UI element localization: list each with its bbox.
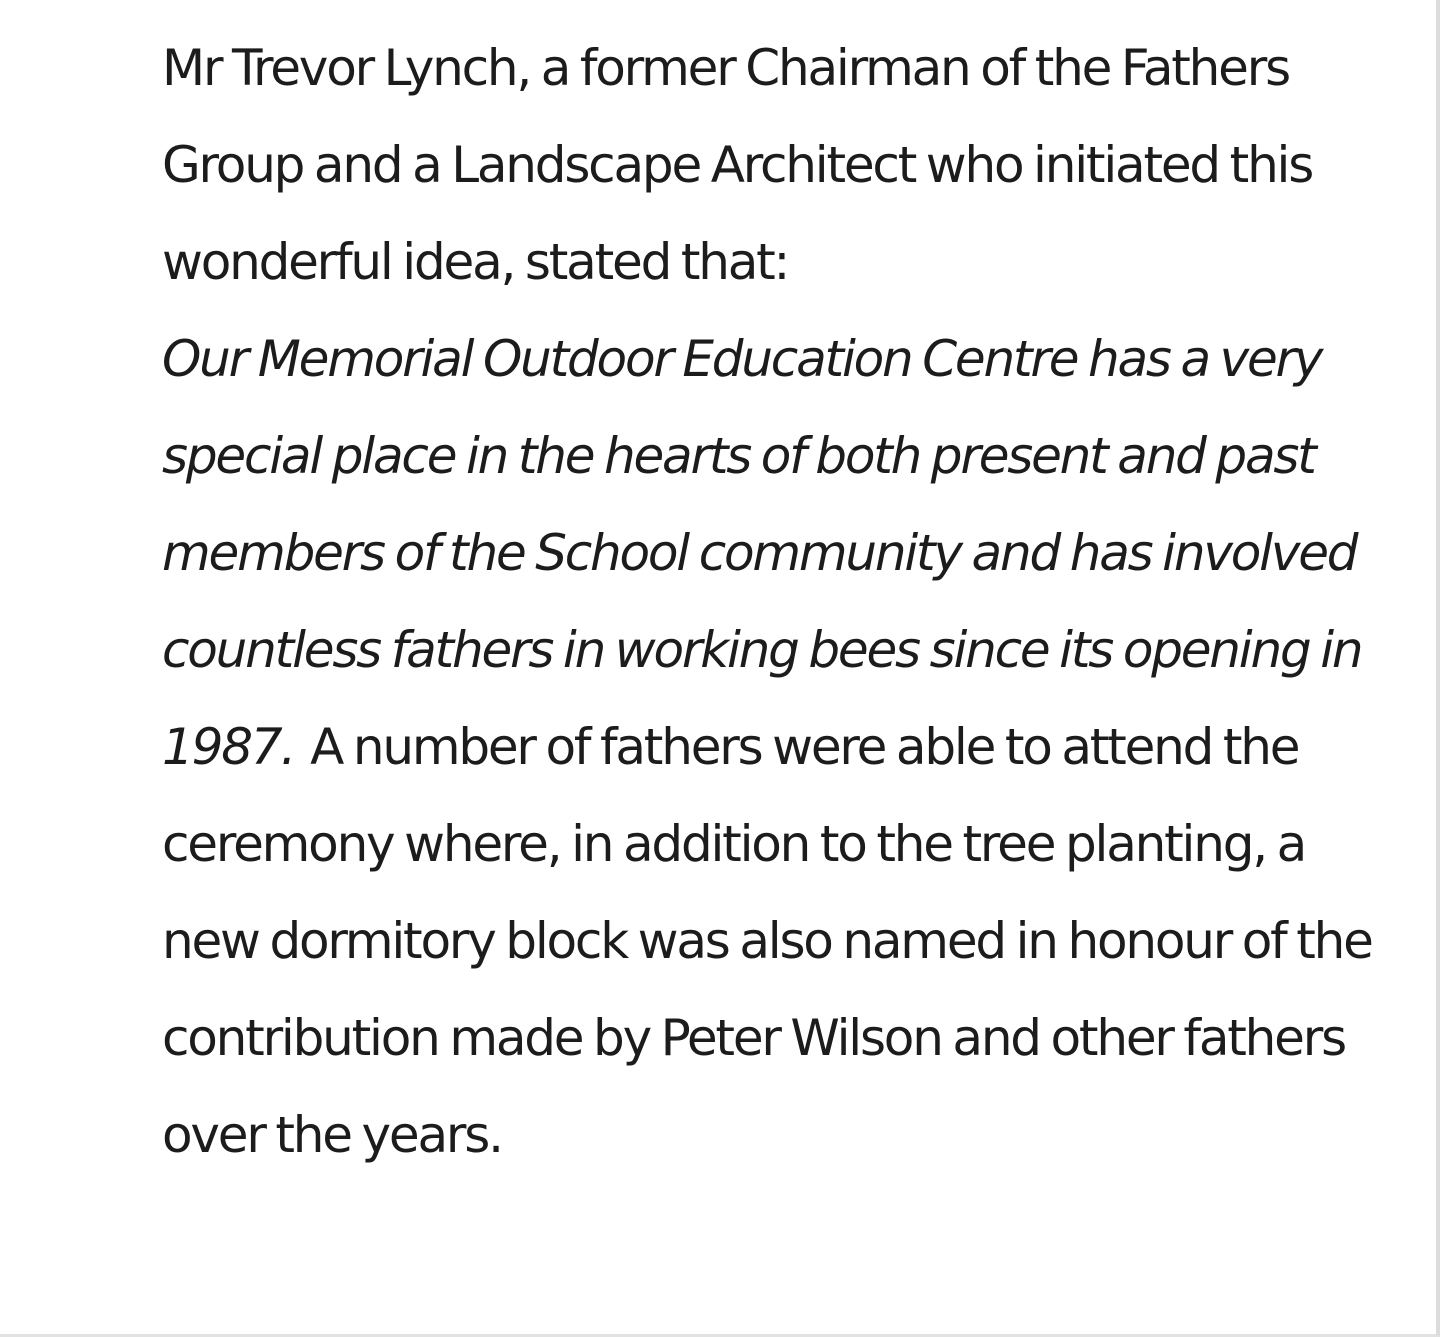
article-paragraph xyxy=(162,20,1402,1184)
intro-text: Mr Trevor Lynch, a former Chairman of the Fathers Group and a Landscape Architect who initiated this wonderful idea, stated that: xyxy=(162,39,1313,291)
quote-text: Our Memorial Outdoor Education Centre has a very special place in the hearts of both present and past members of the School community and has involved countless fathers in working bees since its opening in 1987. xyxy=(162,330,1362,776)
continuation-text: A number of fathers were able to attend the ceremony where, in addition to the tree planting, a new dormitory block was also named in honour of the contribution made by Peter Wilson and other fathers over the years. xyxy=(162,718,1372,1164)
